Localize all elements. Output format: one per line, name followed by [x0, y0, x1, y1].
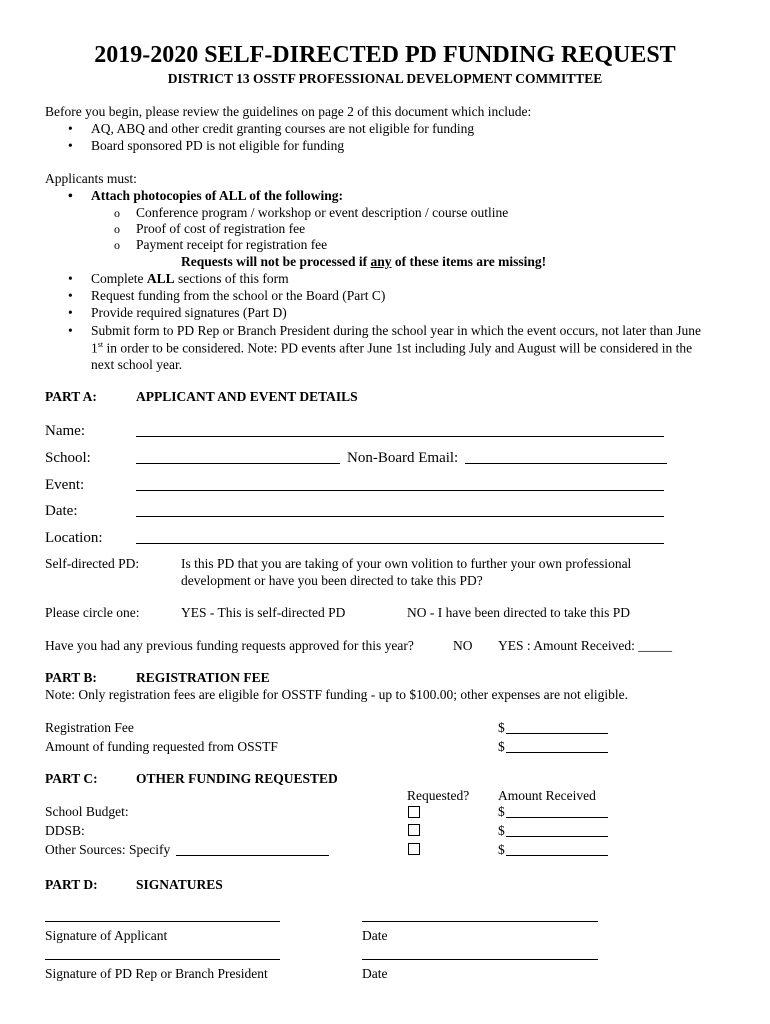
- part-b-label: PART B:: [45, 670, 97, 685]
- part-a-label: PART A:: [45, 389, 97, 404]
- intro-bullet-2: • Board sponsored PD is not eligible for funding: [91, 138, 344, 154]
- applicant-date-label: Date: [362, 928, 388, 943]
- yes-self-directed-option[interactable]: YES - This is self-directed PD: [181, 605, 346, 620]
- submit-bullet: • Submit form to PD Rep or Branch President during the school year in which the event occurs, not later than June: [91, 323, 701, 339]
- amount-requested-label: Amount of funding requested from OSSTF: [45, 739, 278, 754]
- applicant-signature-label: Signature of Applicant: [45, 928, 168, 943]
- form-subtitle: DISTRICT 13 OSSTF PROFESSIONAL DEVELOPMENT COMMITTEE: [167, 71, 603, 86]
- applicant-signature-field[interactable]: [45, 921, 280, 922]
- name-field[interactable]: [136, 436, 664, 437]
- non-board-email-label: Non-Board Email:: [347, 450, 459, 466]
- non-board-email-field[interactable]: [465, 463, 667, 464]
- complete-bullet: • Complete ALL sections of this form: [91, 271, 289, 287]
- ddsb-label: DDSB:: [45, 823, 85, 838]
- school-field[interactable]: [136, 463, 340, 464]
- intro-text: Before you begin, please review the guidelines on page 2 of this document which include:: [45, 104, 532, 119]
- location-label: Location:: [45, 530, 103, 546]
- rep-date-label: Date: [362, 966, 388, 981]
- registration-fee-label: Registration Fee: [45, 720, 134, 735]
- other-sources-amount-field[interactable]: [506, 855, 608, 856]
- applicant-date-field[interactable]: [362, 921, 598, 922]
- amount-requested-field[interactable]: [506, 752, 608, 753]
- self-directed-question-1: Is this PD that you are taking of your own volition to further your own professional: [181, 556, 632, 571]
- part-b-title: REGISTRATION FEE: [136, 670, 270, 685]
- submit-line-2: 1st in order to be considered. Note: PD events after June 1st including July and August will be considered in the: [91, 340, 693, 356]
- amount-requested-dollar: $: [498, 739, 505, 754]
- rep-signature-field[interactable]: [45, 959, 280, 960]
- school-budget-dollar: $: [498, 804, 505, 819]
- previous-yes-option[interactable]: YES : Amount Received: _____: [498, 638, 672, 653]
- school-budget-checkbox[interactable]: [408, 806, 420, 818]
- school-label: School:: [45, 450, 91, 466]
- previous-funding-question: Have you had any previous funding requests approved for this year?: [45, 638, 414, 653]
- other-sources-label: Other Sources: Specify: [45, 842, 171, 857]
- signatures-bullet: • Provide required signatures (Part D): [91, 305, 287, 321]
- part-c-label: PART C:: [45, 771, 98, 786]
- other-sources-checkbox[interactable]: [408, 843, 420, 855]
- requested-column-header: Requested?: [407, 788, 470, 803]
- self-directed-question-2: development or have you been directed to take this PD?: [181, 573, 483, 588]
- part-c-title: OTHER FUNDING REQUESTED: [136, 771, 338, 786]
- amount-received-column-header: Amount Received: [498, 788, 596, 803]
- registration-fee-dollar: $: [498, 720, 505, 735]
- submit-line-3: next school year.: [91, 357, 183, 372]
- registration-fee-field[interactable]: [506, 733, 608, 734]
- rep-signature-label: Signature of PD Rep or Branch President: [45, 966, 268, 981]
- event-field[interactable]: [136, 490, 664, 491]
- attach-item-2: o Proof of cost of registration fee: [136, 221, 305, 237]
- applicants-heading: Applicants must:: [45, 171, 137, 186]
- school-budget-label: School Budget:: [45, 804, 129, 819]
- date-label: Date:: [45, 503, 78, 519]
- school-budget-amount-field[interactable]: [506, 817, 608, 818]
- attach-item-1: o Conference program / workshop or event description / course outline: [136, 205, 508, 221]
- no-directed-option[interactable]: NO - I have been directed to take this PD: [407, 605, 631, 620]
- missing-items-warning: Requests will not be processed if any of these items are missing!: [181, 254, 547, 269]
- ddsb-checkbox[interactable]: [408, 824, 420, 836]
- part-d-label: PART D:: [45, 877, 98, 892]
- date-field[interactable]: [136, 516, 664, 517]
- part-a-title: APPLICANT AND EVENT DETAILS: [136, 389, 358, 404]
- part-d-title: SIGNATURES: [136, 877, 223, 892]
- part-b-note: Note: Only registration fees are eligible for OSSTF funding - up to $100.00; other expenses are not eligible.: [45, 687, 628, 702]
- other-sources-dollar: $: [498, 842, 505, 857]
- form-title: 2019-2020 SELF-DIRECTED PD FUNDING REQUEST: [94, 42, 676, 68]
- ddsb-amount-field[interactable]: [506, 836, 608, 837]
- other-sources-specify-field[interactable]: [176, 855, 329, 856]
- location-field[interactable]: [136, 543, 664, 544]
- previous-no-option[interactable]: NO: [453, 638, 473, 653]
- attach-bullet: • Attach photocopies of ALL of the following:: [91, 188, 343, 204]
- event-label: Event:: [45, 477, 85, 493]
- circle-one-label: Please circle one:: [45, 605, 140, 620]
- attach-item-3: o Payment receipt for registration fee: [136, 237, 327, 253]
- intro-bullet-1: • AQ, ABQ and other credit granting courses are not eligible for funding: [91, 121, 474, 137]
- rep-date-field[interactable]: [362, 959, 598, 960]
- self-directed-label: Self-directed PD:: [45, 556, 140, 571]
- request-bullet: • Request funding from the school or the Board (Part C): [91, 288, 385, 304]
- name-label: Name:: [45, 423, 85, 439]
- ddsb-dollar: $: [498, 823, 505, 838]
